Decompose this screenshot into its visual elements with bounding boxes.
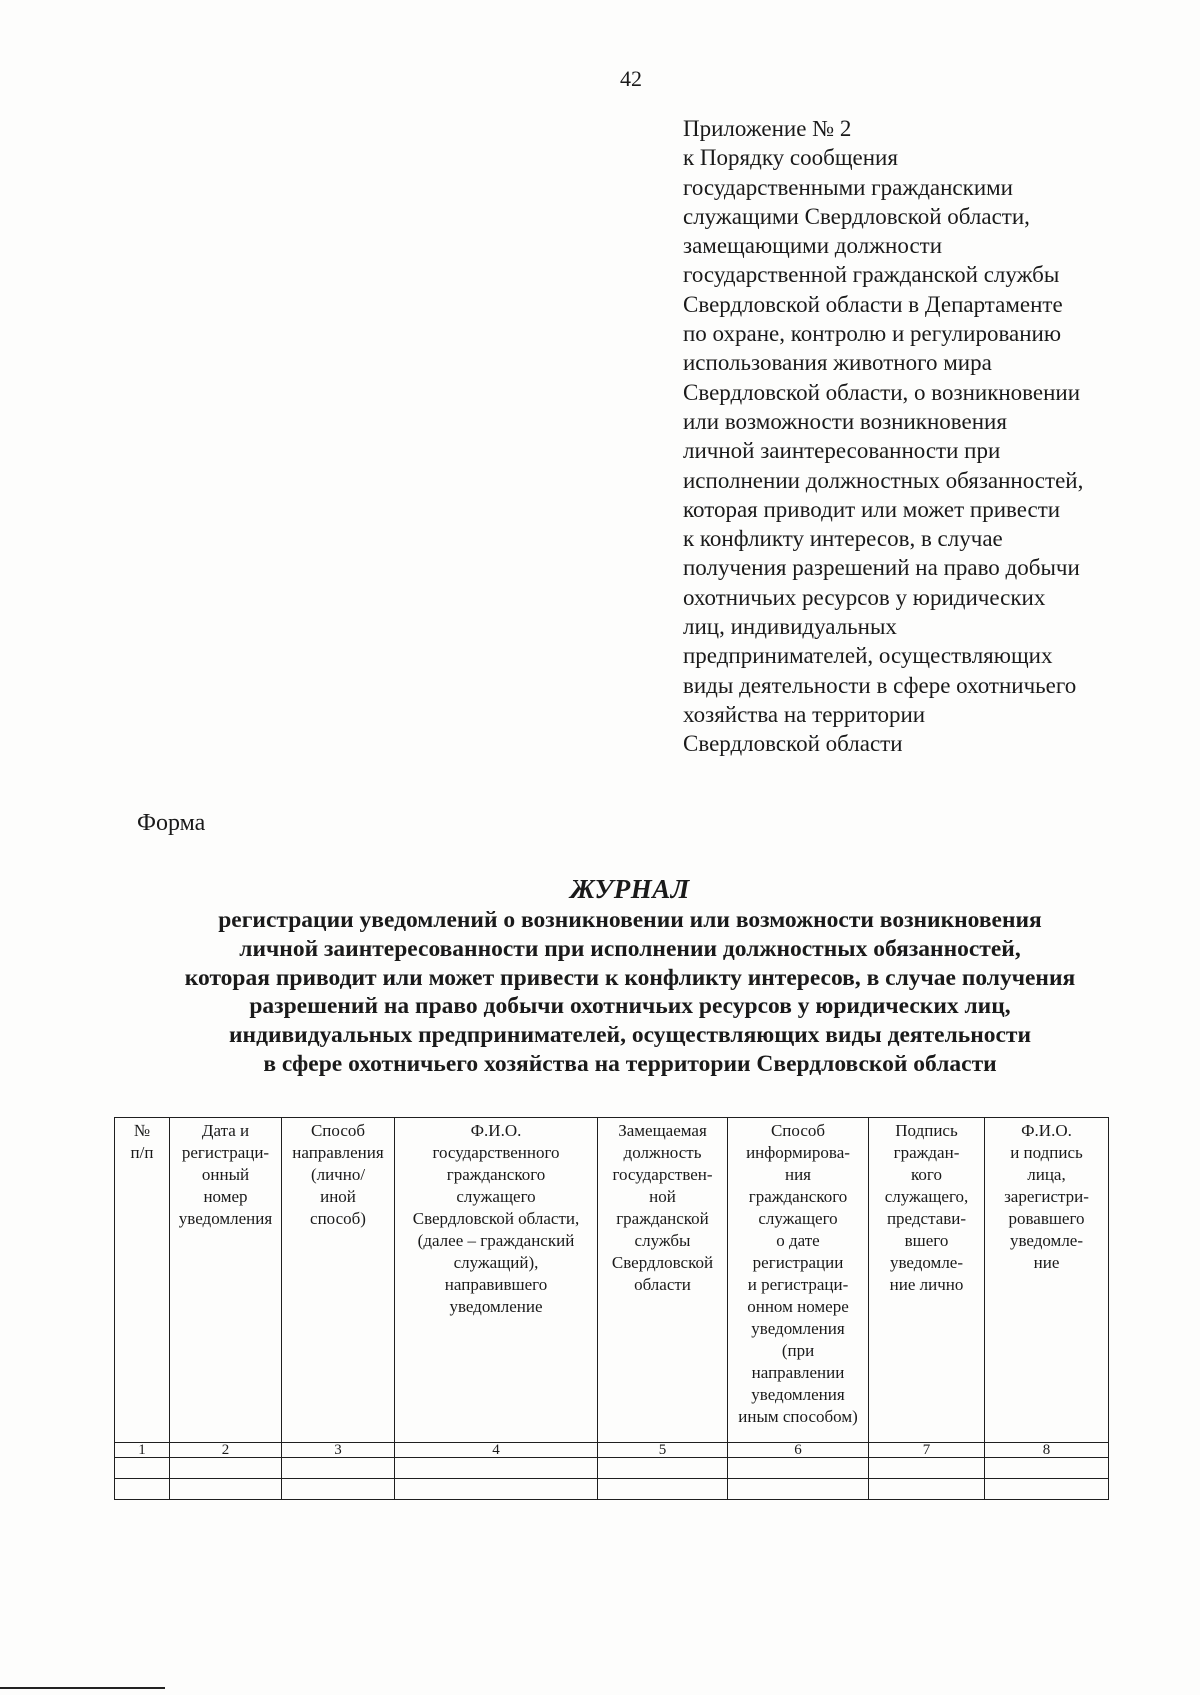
annex-line: виды деятельности в сфере охотничьего bbox=[683, 672, 1077, 698]
column-header-line: направившего bbox=[444, 1275, 548, 1294]
annex-line: личной заинтересованности при bbox=[683, 438, 1001, 464]
annex-line: к конфликту интересов, в случае bbox=[683, 526, 1003, 552]
column-header-line: онный bbox=[201, 1165, 250, 1184]
table-cell bbox=[395, 1458, 598, 1479]
column-header-4 bbox=[395, 1118, 598, 1443]
column-header-line: Свердловской области, bbox=[412, 1209, 580, 1228]
table-cell bbox=[869, 1458, 985, 1479]
annex-line: исполнении должностных обязанностей, bbox=[683, 467, 1084, 493]
column-header-line: службы bbox=[634, 1231, 691, 1250]
annex-line: хозяйства на территории bbox=[683, 701, 926, 727]
column-header-line: онном номере bbox=[747, 1297, 849, 1316]
table-cell bbox=[985, 1479, 1109, 1500]
subtitle-line: в сфере охотничьего хозяйства на территории Свердловской области bbox=[263, 1050, 997, 1077]
table-row bbox=[115, 1479, 1109, 1500]
column-header-line: направления bbox=[292, 1143, 384, 1162]
table-cell bbox=[115, 1458, 170, 1479]
column-header-line: уведомление bbox=[449, 1297, 543, 1316]
column-header-line: (лично/ bbox=[310, 1165, 366, 1184]
column-header-line: (при bbox=[781, 1341, 815, 1360]
column-header-line: уведомления bbox=[751, 1319, 845, 1338]
column-header-line: уведомле- bbox=[889, 1253, 964, 1272]
column-header-line: Способ bbox=[770, 1121, 826, 1140]
column-header-line: (далее – гражданский bbox=[417, 1231, 575, 1250]
footer-rule bbox=[0, 1687, 165, 1689]
table-cell bbox=[395, 1479, 598, 1500]
table-cell bbox=[985, 1458, 1109, 1479]
subtitle-line: личной заинтересованности при исполнении должностных обязанностей, bbox=[239, 935, 1021, 962]
column-header-7 bbox=[869, 1118, 985, 1443]
column-header-line: кого bbox=[911, 1165, 942, 1184]
annex-line: предпринимателей, осуществляющих bbox=[683, 643, 1053, 669]
table-cell bbox=[282, 1479, 395, 1500]
table-cell bbox=[170, 1479, 282, 1500]
column-header-3 bbox=[282, 1118, 395, 1443]
column-header-line: способ) bbox=[310, 1209, 366, 1228]
annex-line: которая приводит или может привести bbox=[683, 496, 1061, 522]
column-number: 5 bbox=[598, 1443, 728, 1458]
annex-line: Приложение № 2 bbox=[683, 116, 852, 141]
column-header-line: служащий), bbox=[453, 1253, 539, 1272]
column-header-line: уведомления bbox=[751, 1385, 845, 1404]
column-header-line: п/п bbox=[130, 1143, 154, 1162]
column-header-line: номер bbox=[203, 1187, 248, 1206]
annex-line: к Порядку сообщения bbox=[683, 145, 898, 171]
column-number: 2 bbox=[170, 1443, 282, 1458]
column-header-line: информирова- bbox=[746, 1143, 850, 1162]
column-header-line: уведомле- bbox=[1009, 1231, 1084, 1250]
annex-line: государственной гражданской службы bbox=[683, 262, 1060, 288]
table-cell bbox=[728, 1479, 869, 1500]
table-cell bbox=[282, 1458, 395, 1479]
column-header-line: уведомления bbox=[178, 1209, 273, 1228]
annex-line: лиц, индивидуальных bbox=[683, 614, 897, 640]
column-header-line: Дата и bbox=[201, 1121, 250, 1140]
table-cell bbox=[170, 1458, 282, 1479]
column-header-line: Способ bbox=[310, 1121, 366, 1140]
column-header-line: гражданского bbox=[446, 1165, 546, 1184]
annex-line: Свердловской области, о возникновении bbox=[683, 379, 1081, 405]
annex-line: замещающими должности bbox=[683, 233, 943, 259]
column-header-line: служащего bbox=[758, 1209, 838, 1228]
column-header-line: вшего bbox=[904, 1231, 949, 1250]
annex-line: служащими Свердловской области, bbox=[683, 203, 1030, 229]
column-number: 3 bbox=[282, 1443, 395, 1458]
column-header-line: должность bbox=[623, 1143, 702, 1162]
column-header-line: зарегистри- bbox=[1004, 1187, 1089, 1206]
subtitle-line: регистрации уведомлений о возникновении или возможности возникновения bbox=[218, 907, 1042, 933]
annex-line: по охране, контролю и регулированию bbox=[683, 321, 1062, 347]
column-header-line: и подпись bbox=[1010, 1143, 1083, 1162]
annex-line: государственными гражданскими bbox=[683, 174, 1013, 200]
column-header-line: лица, bbox=[1027, 1165, 1066, 1184]
journal-subtitle bbox=[100, 906, 1160, 1079]
table-cell bbox=[598, 1458, 728, 1479]
column-header-line: ровавшего bbox=[1008, 1209, 1085, 1228]
table-row bbox=[115, 1458, 1109, 1479]
column-number: 8 bbox=[985, 1443, 1109, 1458]
column-header-line: направлении bbox=[751, 1363, 845, 1382]
table-header-row bbox=[115, 1118, 1109, 1443]
annex-line: Свердловской области в Департаменте bbox=[683, 291, 1063, 317]
column-header-line: № bbox=[133, 1121, 151, 1140]
column-header-line: Ф.И.О. bbox=[1021, 1121, 1072, 1140]
column-header-line: служащего bbox=[456, 1187, 536, 1206]
column-header-line: гражданской bbox=[616, 1209, 709, 1228]
journal-table bbox=[114, 1117, 1109, 1500]
column-number: 1 bbox=[115, 1443, 170, 1458]
column-number: 4 bbox=[395, 1443, 598, 1458]
column-header-line: регистраци- bbox=[181, 1143, 270, 1162]
column-header-line: регистрации bbox=[752, 1253, 844, 1272]
column-header-line: ния bbox=[784, 1165, 811, 1184]
column-header-line: Подпись bbox=[895, 1121, 958, 1140]
column-header-line: ние лично bbox=[889, 1275, 964, 1294]
column-header-8 bbox=[985, 1118, 1109, 1443]
table-cell bbox=[728, 1458, 869, 1479]
column-header-line: ние bbox=[1033, 1253, 1060, 1272]
column-header-line: Свердловской bbox=[611, 1253, 714, 1272]
column-header-line: граждан- bbox=[893, 1143, 960, 1162]
annex-line: Свердловской области bbox=[683, 731, 903, 757]
column-header-line: о дате bbox=[776, 1231, 820, 1250]
page-number: 42 bbox=[620, 66, 642, 91]
column-header-5 bbox=[598, 1118, 728, 1443]
journal-title: ЖУРНАЛ bbox=[570, 874, 690, 904]
column-header-line: представи- bbox=[886, 1209, 967, 1228]
column-header-line: иным способом) bbox=[738, 1407, 858, 1426]
column-header-line: иной bbox=[320, 1187, 356, 1206]
annex-line: охотничьих ресурсов у юридических bbox=[683, 584, 1046, 610]
column-header-line: Ф.И.О. bbox=[470, 1121, 522, 1140]
column-header-2 bbox=[170, 1118, 282, 1443]
annex-header bbox=[683, 114, 1183, 759]
column-header-line: области bbox=[634, 1275, 691, 1294]
column-header-line: и регистраци- bbox=[747, 1275, 849, 1294]
annex-line: использования животного мира bbox=[683, 350, 992, 376]
column-header-line: Замещаемая bbox=[618, 1121, 707, 1140]
column-header-line: служащего, bbox=[884, 1187, 969, 1206]
column-header-line: ной bbox=[649, 1187, 676, 1206]
column-header-line: государственного bbox=[432, 1143, 560, 1162]
column-header-1 bbox=[115, 1118, 170, 1443]
table-cell bbox=[869, 1479, 985, 1500]
subtitle-line: которая приводит или может привести к конфликту интересов, в случае получения bbox=[184, 964, 1076, 991]
table-cell bbox=[115, 1479, 170, 1500]
annex-line: или возможности возникновения bbox=[683, 408, 1007, 434]
annex-line: получения разрешений на право добычи bbox=[683, 555, 1080, 581]
column-header-6 bbox=[728, 1118, 869, 1443]
column-number: 7 bbox=[869, 1443, 985, 1458]
table-cell bbox=[598, 1479, 728, 1500]
column-header-line: государствен- bbox=[612, 1165, 713, 1184]
column-header-line: гражданского bbox=[748, 1187, 848, 1206]
subtitle-line: индивидуальных предпринимателей, осуществляющих виды деятельности bbox=[228, 1022, 1032, 1049]
table-column-numbers-row bbox=[115, 1443, 1109, 1458]
column-number: 6 bbox=[728, 1443, 869, 1458]
subtitle-line: разрешений на право добычи охотничьих ресурсов у юридических лиц, bbox=[249, 993, 1011, 1020]
form-label: Форма bbox=[137, 810, 206, 836]
